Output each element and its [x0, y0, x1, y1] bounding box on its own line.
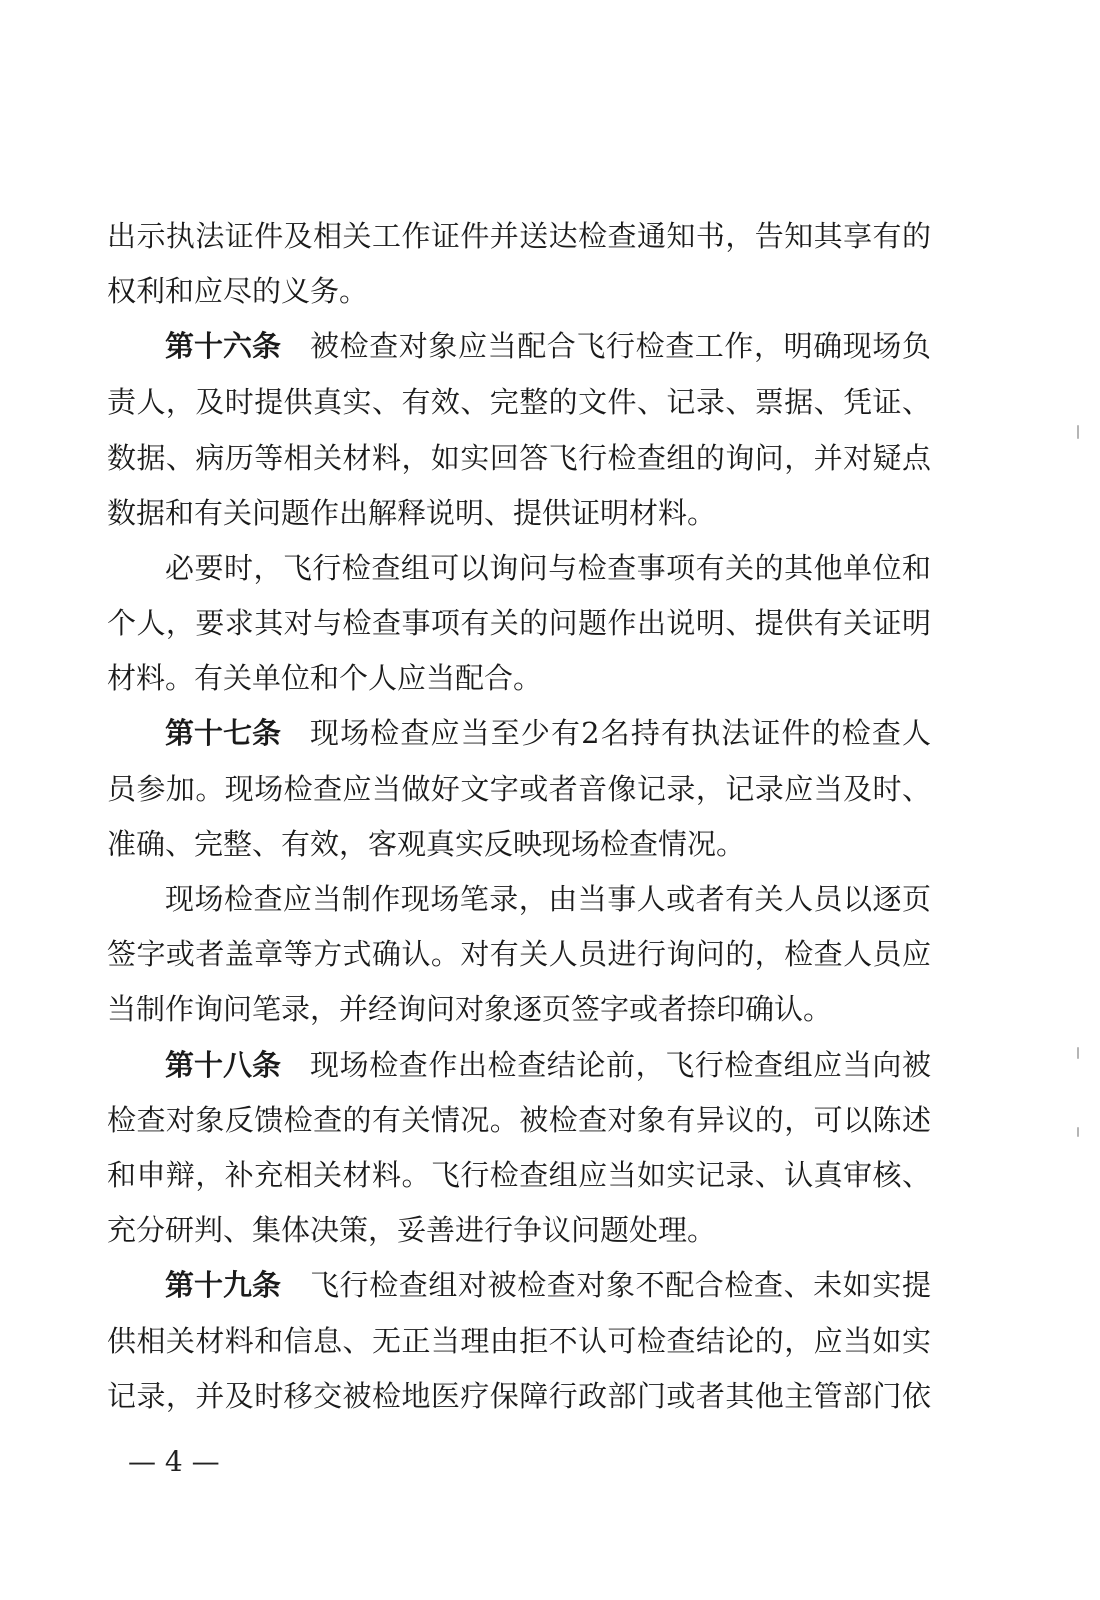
text-line — [0, 601, 1100, 645]
line-text: 和申辩，补充相关材料。飞行检查组应当如实记录、认真审核、 — [107, 1158, 931, 1192]
line-text: 记录，并及时移交被检地医疗保障行政部门或者其他主管部门依 — [107, 1379, 931, 1413]
scan-artifact-mark — [1077, 1127, 1079, 1137]
line-text: 现场检查应当制作现场笔录，由当事人或者有关人员以逐页 — [165, 882, 931, 916]
text-line — [0, 436, 1100, 480]
article-line-text: 现场检查作出检查结论前，飞行检查组应当向被 — [310, 1048, 931, 1082]
text-line — [0, 546, 1100, 590]
line-text: 数据、病历等相关材料，如实回答飞行检查组的询问，并对疑点 — [107, 441, 931, 475]
line-text: 材料。有关单位和个人应当配合。 — [107, 661, 543, 695]
text-line — [0, 822, 1100, 866]
scan-artifact-mark — [1077, 1047, 1079, 1059]
text-line — [0, 877, 1100, 921]
line-text: 责人，及时提供真实、有效、完整的文件、记录、票据、凭证、 — [107, 385, 931, 419]
line-text: 出示执法证件及相关工作证件并送达检查通知书，告知其享有的 — [107, 219, 931, 253]
text-line — [0, 380, 1100, 424]
text-line — [0, 214, 1100, 258]
scan-artifact-mark — [1077, 425, 1079, 439]
text-line — [0, 269, 1100, 313]
line-text: 必要时，飞行检查组可以询问与检查事项有关的其他单位和 — [165, 551, 931, 585]
text-line — [0, 1374, 1100, 1418]
text-line — [0, 1208, 1100, 1252]
line-text: 当制作询问笔录，并经询问对象逐页签字或者捺印确认。 — [107, 992, 833, 1026]
line-text: 准确、完整、有效，客观真实反映现场检查情况。 — [107, 827, 746, 861]
text-line — [0, 1098, 1100, 1142]
article-heading: 第十七条 — [165, 716, 282, 750]
page-number: — 4 — — [128, 1445, 220, 1478]
line-text: 个人，要求其对与检查事项有关的问题作出说明、提供有关证明 — [107, 606, 931, 640]
article-line — [0, 1043, 1100, 1087]
line-text: 权利和应尽的义务。 — [107, 274, 369, 308]
text-line — [0, 932, 1100, 976]
text-line — [0, 987, 1100, 1031]
line-text: 检查对象反馈检查的有关情况。被检查对象有异议的，可以陈述 — [107, 1103, 931, 1137]
text-line — [0, 1153, 1100, 1197]
article-heading: 第十六条 — [165, 329, 282, 363]
line-text: 员参加。现场检查应当做好文字或者音像记录，记录应当及时、 — [107, 772, 931, 806]
line-text: 供相关材料和信息、无正当理由拒不认可检查结论的，应当如实 — [107, 1324, 931, 1358]
article-line-text: 被检查对象应当配合飞行检查工作，明确现场负 — [310, 329, 931, 363]
article-line — [0, 1263, 1100, 1307]
article-line-text: 现场检查应当至少有2名持有执法证件的检查人 — [310, 716, 931, 750]
text-line — [0, 656, 1100, 700]
article-line-text: 飞行检查组对被检查对象不配合检查、未如实提 — [310, 1268, 931, 1302]
article-line — [0, 324, 1100, 368]
line-text: 签字或者盖章等方式确认。对有关人员进行询问的，检查人员应 — [107, 937, 931, 971]
text-line — [0, 491, 1100, 535]
text-line — [0, 1319, 1100, 1363]
article-line — [0, 711, 1100, 755]
line-text: 数据和有关问题作出解释说明、提供证明材料。 — [107, 496, 717, 530]
article-heading: 第十八条 — [165, 1048, 282, 1082]
line-text: 充分研判、集体决策，妥善进行争议问题处理。 — [107, 1213, 717, 1247]
text-line — [0, 767, 1100, 811]
article-heading: 第十九条 — [165, 1268, 282, 1302]
